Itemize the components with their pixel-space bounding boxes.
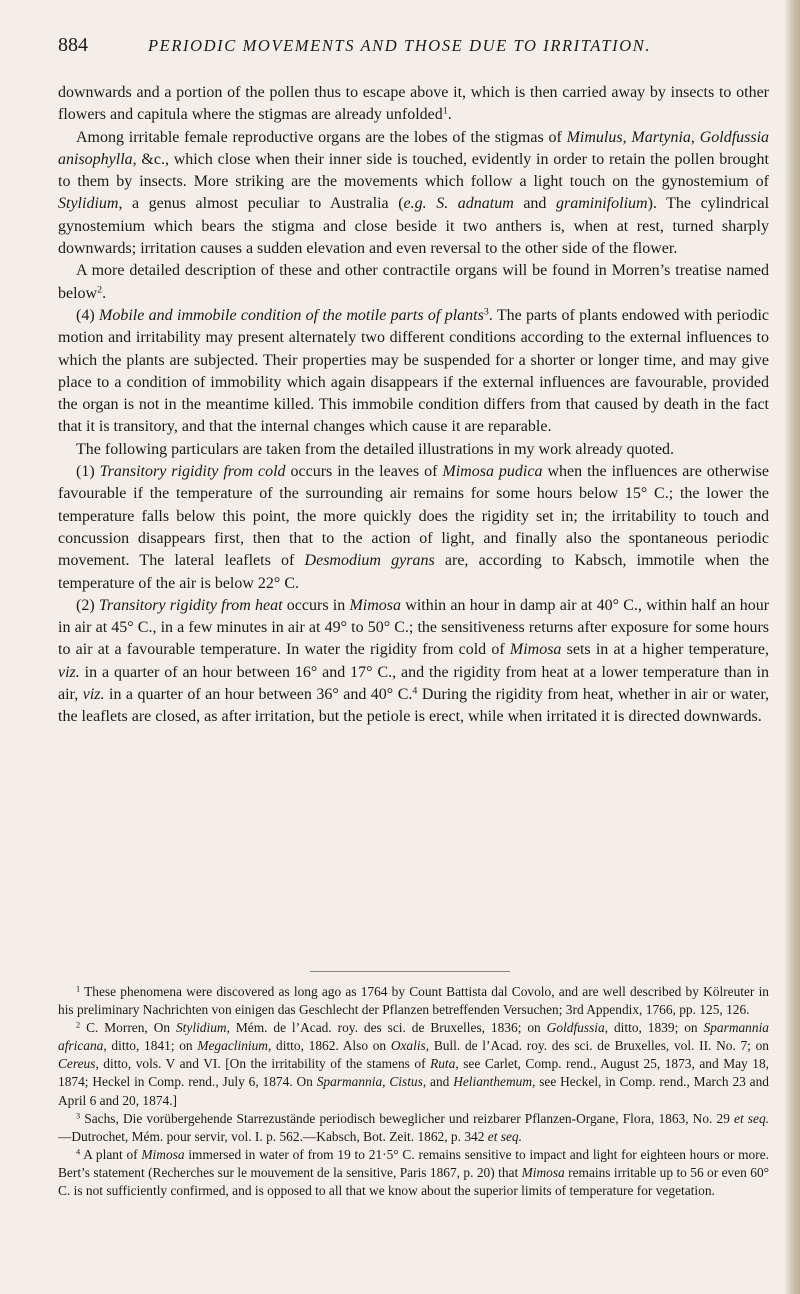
- body-paragraph: (1) Transitory rigidity from cold occurs in the leaves of Mimosa pudica when the influences are otherwise favourable if the temperature of the surrounding air remains for some hours below 15° C.; the lower the temperature falls below this point, the more quickly does the rigidity set in; the irritability to touch and concussion disappears first, then that to the action of light, and finally also the spontaneous periodic movement. The lateral leaflets of Desmodium gyrans are, according to Kabsch, immotile when the temperature of the air is below 22° C.: [58, 463, 770, 592]
- footnote: $^2$ C. Morren, On Stylidium, Mém. de l’Acad. roy. des sci. de Bruxelles, 1836; on Goldfussia, ditto, 1839; on Sparmannia africana, ditto, 1841; on Megaclinium, ditto, 1862. Also on Oxalis, Bull. de l’Acad. roy. des sci. de Bruxelles, vol. II. No. 7; on Cereus, ditto, vols. V and VI. [On the irritability of the stamens of Ruta, see Carlet, Comp. rend., August 25, 1873, and May 18, 1874; Heckel in Comp. rend., July 6, 1874. On Sparmannia, Cistus, and Helianthemum, see Heckel, in Comp. rend., March 23 and April 6 and 20, 1874.]: [58, 1020, 769, 1108]
- body-paragraph: A more detailed description of these and other contractile organs will be found in Morren’s treatise named below$^2$.: [58, 262, 769, 302]
- body-paragraph: (2) Transitory rigidity from heat occurs in Mimosa within an hour in damp air at 40° C., within half an hour in air at 45° C., in a few minutes in air at 49° to 50° C.; the sensitiveness returns after exposure for some hours to air at a favourable temperature. In water the rigidity from cold of Mimosa sets in at a higher temperature, viz. in a quarter of an hour between 16° and 17° C., and the rigidity from heat at a lower temperature than in air, viz. in a quarter of an hour between 36° and 40° C.$^4$ During the rigidity from heat, whether in air or water, the leaflets are closed, as after irritation, but the petiole is erect, while when irritated it is directed downwards.: [58, 596, 770, 726]
- page-edge-shadow: [784, 0, 800, 1294]
- footnote: $^4$ A plant of Mimosa immersed in water of from 19 to 21·5° C. remains sensitive to impact and light for eighteen hours or more. Bert’s statement (Recherches sur le mouvement de la sensitive, Paris 1867, p. 20) that Mimosa remains irritable up to 56 or even 60° C. is not sufficiently confirmed, and is opposed to all that we know about the superior limits of temperature for vegetation.: [58, 1146, 770, 1199]
- body-text: [58, 82, 769, 729]
- footnote-rule: [310, 971, 510, 972]
- body-paragraph: Among irritable female reproductive organs are the lobes of the stigmas of Mimulus, Martynia, Goldfussia anisophylla, &c., which close when their inner side is touched, evidently in order to retain the pollen brought to them by insects. More striking are the movements which follow a light touch on the gynostemium of Stylidium, a genus almost peculiar to Australia (e.g. S. adnatum and graminifolium). The cylindrical gynostemium which bears the stigma and close beside it two anthers is, when at rest, turned sharply downwards; irritation causes a sudden elevation and even reversal to the other side of the flower.: [58, 128, 770, 258]
- footnote: $^1$ These phenomena were discovered as long ago as 1764 by Count Battista dal Covolo, and are well described by Kölreuter in his preliminary Nachrichten von einigen das Geschlecht der Pflanzen betreffenden Versuchen; 3rd Appendix, 1766, pp. 125, 126.: [58, 984, 769, 1018]
- page-number: 884: [58, 34, 88, 56]
- page-header: [58, 34, 758, 62]
- running-title: PERIODIC MOVEMENTS AND THOSE DUE TO IRRITATION.: [148, 36, 652, 55]
- body-paragraph: downwards and a portion of the pollen thus to escape above it, which is then carried away by insects to other flowers and capitula where the stigmas are already unfolded$^1$.: [58, 84, 769, 124]
- footnote: $^3$ Sachs, Die vorübergehende Starrezustände periodisch beweglicher und reizbarer Pflanzen-Organe, Flora, 1863, No. 29 et seq.—Dutrochet, Mém. pour servir, vol. I. p. 562.—Kabsch, Bot. Zeit. 1862, p. 342 et seq.: [58, 1110, 769, 1144]
- body-paragraph: (4) Mobile and immobile condition of the motile parts of plants$^3$. The parts of plants endowed with periodic motion and irritability may present alternately two different conditions according to the external influences to which the plants are subjected. Their properties may be suspended for a shorter or longer time, and may give place to a condition of immobility which again disappears if the external influences are favourable, provided the organ is not in the meantime killed. This immobile condition differs from that caused by death in the fact that it is transitory, and that the internal changes which cause it are reparable.: [58, 306, 770, 436]
- body-paragraph: The following particulars are taken from the detailed illustrations in my work already quoted.: [76, 440, 675, 458]
- footnotes: [58, 983, 769, 1200]
